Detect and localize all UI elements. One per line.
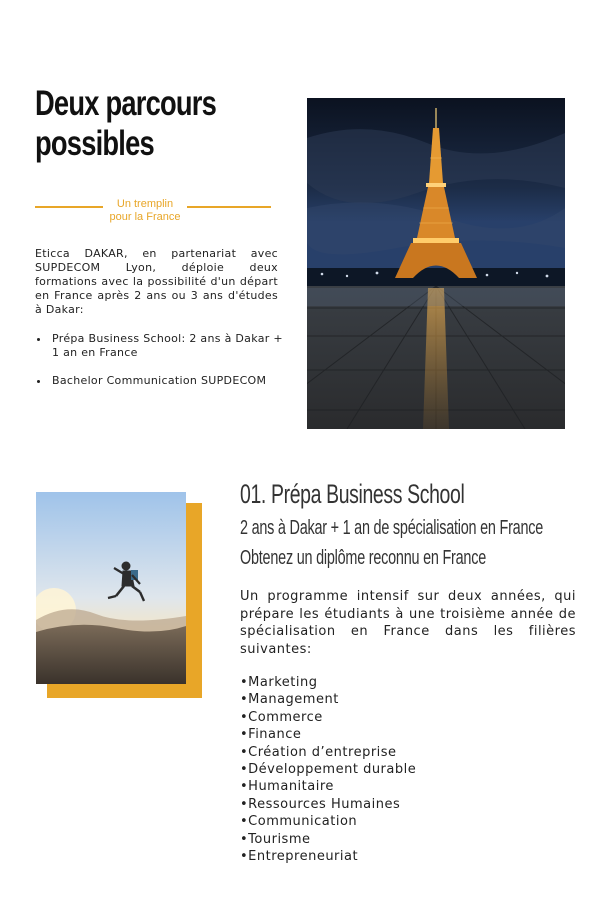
- jumping-person-photo: [36, 492, 186, 684]
- section-subtitle-diploma: Obtenez un diplôme reconnu en France: [240, 547, 486, 569]
- list-item: •Tourisme: [240, 831, 311, 847]
- intro-bullet-list: [35, 332, 293, 402]
- intro-bullet-item: • Prépa Business School: 2 ans à Dakar + 1 an en France: [50, 332, 293, 360]
- list-item: •Humanitaire: [240, 779, 334, 795]
- tagline: [35, 198, 271, 228]
- tagline-text: [103, 198, 187, 224]
- jumping-person-illustration: [36, 492, 186, 684]
- intro-bullet-item: • Bachelor Communication SUPDECOM: [50, 374, 293, 388]
- list-item: •Commerce: [240, 709, 323, 725]
- page-title-line1: Deux parcours: [35, 84, 217, 123]
- tagline-line1: Un tremplin: [116, 198, 174, 210]
- tagline-rule-right: [187, 206, 271, 208]
- intro-paragraph: Eticca DAKAR, en partenariat avec SUPDECOM Lyon, déploie deux formations avec la possibilité d'un départ en France après 2 ans ou 3 ans d'études à Dakar:: [35, 247, 278, 316]
- specialization-list: [240, 674, 416, 865]
- list-item: •Management: [240, 692, 339, 708]
- list-item: •Développement durable: [240, 762, 417, 778]
- eiffel-tower-illustration: [307, 98, 565, 429]
- list-item: •Marketing: [240, 675, 318, 690]
- list-item: •Entrepreneuriat: [240, 849, 359, 865]
- tagline-rule-left: [35, 206, 103, 208]
- list-item: •Finance: [240, 727, 302, 743]
- section-title: 01. Prépa Business School: [240, 479, 465, 509]
- eiffel-tower-photo: [307, 98, 565, 429]
- section-subtitle-duration: 2 ans à Dakar + 1 an de spécialisation en France: [240, 517, 544, 539]
- page-title: [35, 84, 285, 164]
- list-item: •Communication: [240, 814, 358, 830]
- list-item: •Ressources Humaines: [240, 796, 401, 812]
- tagline-line2: pour la France: [109, 211, 181, 223]
- section-body: Un programme intensif sur deux années, qui prépare les étudiants à une troisième année de spécialisation en France dans les filières suivantes:: [240, 589, 576, 657]
- page-title-line2: possibles: [35, 124, 154, 163]
- list-item: •Création d’entreprise: [240, 744, 397, 760]
